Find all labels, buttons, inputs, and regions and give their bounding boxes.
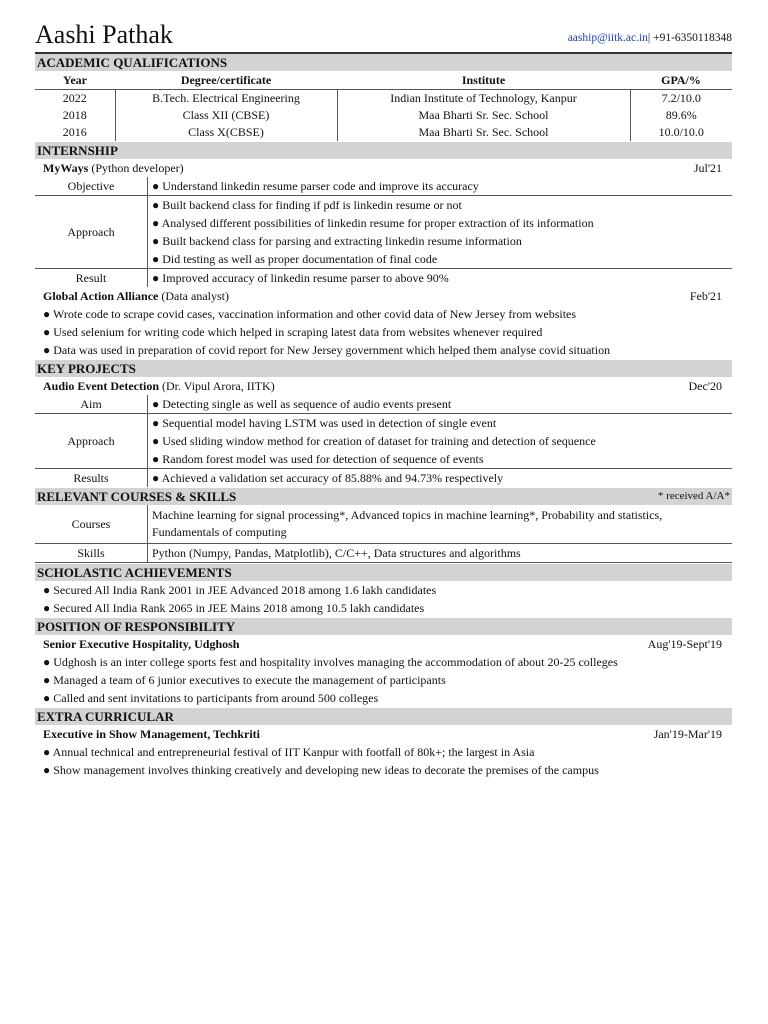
section-title: INTERNSHIP (37, 143, 118, 158)
academic-table (35, 71, 732, 141)
position-name: Executive in Show Management, Techkriti (43, 727, 261, 741)
column-header: Year (35, 71, 115, 90)
table-cell: 2016 (62, 125, 87, 139)
responsibility-points (35, 653, 732, 707)
row-label: Courses (35, 505, 148, 544)
entry-header-myways (35, 159, 732, 177)
table-cell: 7.2/10.0 (630, 90, 732, 108)
bullet-point: ● Show management involves thinking creatively and developing new ideas to decorate the premises of the campus (43, 763, 599, 777)
section-title: ACADEMIC QUALIFICATIONS (37, 55, 228, 70)
column-header: GPA/% (630, 71, 732, 90)
bullet-point: ● Analysed different possibilities of linkedin resume for proper extraction of its information (152, 216, 594, 230)
entry-date: Dec'20 (688, 379, 722, 393)
section-heading-academic (35, 54, 732, 71)
skills-text: Python (Numpy, Pandas, Matplotlib), C/C++, Data structures and algorithms (152, 546, 521, 560)
bullet-point: ● Secured All India Rank 2001 in JEE Advanced 2018 among 1.6 lakh candidates (43, 583, 437, 597)
bullet-point: ● Data was used in preparation of covid report for New Jersey government which helped them analyse covid situation (43, 343, 611, 357)
entry-header-techkriti (35, 725, 732, 743)
section-title: RELEVANT COURSES & SKILLS (37, 489, 237, 504)
grade-note: * received A/A* (657, 490, 730, 502)
myways-detail-table (35, 177, 732, 287)
detail-row-skills (35, 544, 732, 563)
scholastic-points (35, 581, 732, 617)
row-label: Result (35, 269, 148, 288)
section-title: SCHOLASTIC ACHIEVEMENTS (37, 565, 232, 580)
row-label: Skills (35, 544, 148, 563)
table-cell: Class XII (CBSE) (115, 107, 337, 124)
courses-skills-table (35, 505, 732, 562)
bullet-point: ● Built backend class for parsing and extracting linkedin resume information (152, 234, 522, 248)
table-header-row (35, 71, 732, 90)
detail-row-aim (35, 395, 732, 414)
entry-header-project (35, 377, 732, 395)
bullet-point: ● Did testing as well as proper documentation of final code (152, 252, 438, 266)
candidate-name: Aashi Pathak (35, 20, 173, 49)
role-name: (Python developer) (88, 161, 184, 175)
row-label: Approach (35, 196, 148, 269)
bullet-point: ● Used selenium for writing code which helped in scraping latest data from websites whenever required (43, 325, 543, 339)
bullet-point: ● Random forest model was used for detection of sequence of events (152, 452, 484, 466)
bullet-point: ● Managed a team of 6 junior executives to execute the management of participants (43, 673, 446, 687)
section-heading-responsibility (35, 618, 732, 635)
bullet-point: ● Wrote code to scrape covid cases, vaccination information and other covid data of New Jersey from websites (43, 307, 577, 321)
bullet-point: ● Improved accuracy of linkedin resume parser to above 90% (152, 271, 449, 285)
gaa-points (35, 305, 732, 359)
section-title: POSITION OF RESPONSIBILITY (37, 619, 236, 634)
bullet-point: ● Secured All India Rank 2065 in JEE Mains 2018 among 10.5 lakh candidates (43, 601, 425, 615)
bullet-point: ● Sequential model having LSTM was used in detection of single event (152, 416, 497, 430)
bullet-point: ● Understand linkedin resume parser code and improve its accuracy (152, 179, 479, 193)
entry-date: Feb'21 (689, 289, 722, 303)
project-name: Audio Event Detection (43, 379, 159, 393)
org-name: Global Action Alliance (43, 289, 159, 303)
bullet-point: ● Udghosh is an inter college sports fest and hospitality involves managing the accommodation of about 20-25 colleges (43, 655, 618, 669)
section-title: EXTRA CURRICULAR (37, 709, 174, 724)
row-label: Approach (35, 414, 148, 469)
column-header: Institute (337, 71, 630, 90)
table-row (35, 107, 732, 124)
section-heading-scholastic (35, 564, 732, 581)
section-heading-extra (35, 708, 732, 725)
table-row (35, 90, 732, 108)
section-heading-internship (35, 142, 732, 159)
table-cell: B.Tech. Electrical Engineering (115, 90, 337, 108)
table-cell: 10.0/10.0 (630, 124, 732, 141)
section-title: KEY PROJECTS (37, 361, 136, 376)
table-cell: 2018 (62, 108, 87, 122)
bullet-point: ● Built backend class for finding if pdf is linkedin resume or not (152, 198, 462, 212)
extra-points (35, 743, 732, 779)
role-name: (Data analyst) (158, 289, 229, 303)
table-cell: 2022 (62, 91, 87, 105)
project-detail-table (35, 395, 732, 487)
detail-row-results (35, 469, 732, 488)
entry-date: Jul'21 (693, 161, 722, 175)
row-label: Results (35, 469, 148, 488)
position-name: Senior Executive Hospitality, Udghosh (43, 637, 240, 651)
bullet-point: ● Achieved a validation set accuracy of 85.88% and 94.73% respectively (152, 471, 504, 485)
contact-info (568, 30, 732, 50)
org-name: MyWays (43, 161, 89, 175)
entry-header-gaa (35, 287, 732, 305)
row-label: Objective (35, 177, 148, 196)
bullet-point: ● Detecting single as well as sequence of audio events present (152, 397, 452, 411)
project-guide: (Dr. Vipul Arora, IITK) (159, 379, 275, 393)
table-bottom-rule (35, 562, 732, 563)
bullet-point: ● Called and sent invitations to participants from around 500 colleges (43, 691, 379, 705)
courses-text: Machine learning for signal processing*, Advanced topics in machine learning*, Probability and statistics, Fundamentals of computing (152, 508, 663, 539)
detail-row-objective (35, 177, 732, 196)
entry-header-udghosh (35, 635, 732, 653)
table-cell: Class X(CBSE) (115, 124, 337, 141)
bullet-point: ● Used sliding window method for creation of dataset for training and detection of sequence (152, 434, 596, 448)
row-label: Aim (35, 395, 148, 414)
entry-date: Jan'19-Mar'19 (653, 727, 722, 741)
table-cell: 89.6% (630, 107, 732, 124)
column-header: Degree/certificate (115, 71, 337, 90)
section-heading-courses (35, 488, 732, 505)
table-row (35, 124, 732, 141)
detail-row-courses (35, 505, 732, 544)
detail-row-approach (35, 414, 732, 469)
resume-header (35, 18, 732, 50)
bullet-point: ● Annual technical and entrepreneurial festival of IIT Kanpur with footfall of 80k+; the largest in Asia (43, 745, 535, 759)
table-cell: Indian Institute of Technology, Kanpur (337, 90, 630, 108)
table-cell: Maa Bharti Sr. Sec. School (337, 124, 630, 141)
section-heading-projects (35, 360, 732, 377)
table-cell: Maa Bharti Sr. Sec. School (337, 107, 630, 124)
resume-page (35, 18, 732, 779)
email-link[interactable]: aaship@iitk.ac.in (567, 32, 648, 44)
phone-number: | +91-6350118348 (647, 32, 732, 44)
detail-row-approach (35, 196, 732, 269)
entry-date: Aug'19-Sept'19 (647, 637, 722, 651)
detail-row-result (35, 269, 732, 288)
